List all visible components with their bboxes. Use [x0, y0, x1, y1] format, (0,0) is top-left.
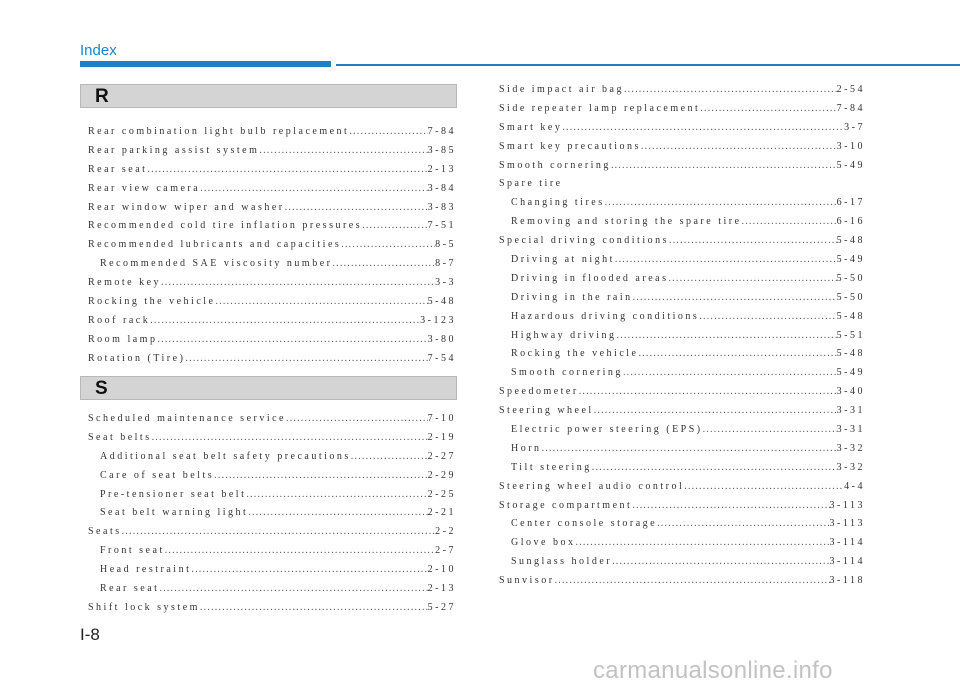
index-entry: [499, 575, 865, 594]
dot-leader: [703, 424, 837, 435]
entry-page: 3-84: [427, 182, 456, 194]
dot-leader: [684, 481, 844, 492]
dot-leader: [122, 526, 436, 537]
entry-text: Shift lock system: [88, 601, 200, 613]
entry-text: Driving in the rain: [511, 291, 633, 303]
index-entry: [499, 235, 865, 254]
entry-text: Smooth cornering: [499, 159, 611, 171]
entry-page: 7-84: [427, 126, 456, 137]
dot-leader: [152, 432, 428, 443]
entry-text: Seat belt warning light: [100, 507, 249, 519]
dot-leader: [332, 258, 435, 269]
entry-page: 7-84: [836, 102, 865, 114]
entry-text: Center console storage: [511, 518, 658, 530]
entry-page: 8-7: [435, 258, 456, 270]
entry-text: Rocking the vehicle: [511, 348, 639, 360]
entry-page: 2-54: [836, 84, 865, 95]
entry-text: Changing tires: [511, 197, 605, 209]
index-entry: [499, 518, 865, 537]
dot-leader: [668, 273, 836, 284]
index-entry: [88, 432, 456, 451]
index-entry: [88, 564, 456, 583]
dot-leader: [624, 84, 837, 95]
entry-text: Spare tire: [499, 178, 563, 190]
entry-text: Roof rack: [88, 314, 151, 326]
entry-text: Rear seat: [88, 163, 148, 175]
dot-leader: [638, 348, 836, 359]
dot-leader: [611, 160, 837, 171]
index-entry: [499, 386, 865, 405]
section-letter: R: [95, 86, 109, 107]
entry-page: 2-13: [427, 163, 456, 175]
index-entry: [88, 451, 456, 470]
entry-page: 2-7: [435, 545, 456, 557]
dot-leader: [542, 443, 837, 454]
dot-leader: [351, 451, 428, 462]
index-entry: [499, 216, 865, 235]
index-entry: [88, 183, 456, 202]
dot-leader: [147, 164, 427, 175]
index-entry: [499, 443, 865, 462]
entry-page: 6-16: [836, 216, 865, 228]
section-letter: S: [95, 378, 108, 399]
entry-page: 2-10: [427, 564, 456, 576]
entry-text: Rear parking assist system: [88, 144, 260, 156]
entry-page: 5-50: [836, 291, 865, 303]
entry-text: Seat belts: [88, 431, 152, 443]
entry-text: Sunglass holder: [511, 556, 613, 568]
entry-page: 4-4: [844, 480, 865, 492]
entry-text: Storage compartment: [499, 499, 633, 511]
index-list-s: [88, 413, 456, 621]
entry-page: 3-32: [836, 442, 865, 454]
dot-leader: [286, 413, 428, 424]
entry-text: Smart key: [499, 121, 563, 133]
dot-leader: [575, 537, 829, 548]
index-entry: [88, 277, 456, 296]
entry-text: Rocking the vehicle: [88, 296, 216, 308]
dot-leader: [341, 239, 435, 250]
entry-page: 3-3: [435, 277, 456, 289]
dot-leader: [632, 500, 829, 511]
dot-leader: [699, 311, 836, 322]
index-entry: [88, 602, 456, 621]
entry-page: 3-85: [427, 144, 456, 156]
dot-leader: [742, 216, 837, 227]
entry-page: 6-17: [836, 197, 865, 209]
entry-text: Care of seat belts: [100, 469, 215, 481]
index-entry: [499, 556, 865, 575]
dot-leader: [248, 507, 427, 518]
entry-page: 3-118: [829, 575, 865, 587]
entry-text: Glove box: [511, 537, 576, 549]
entry-page: 5-48: [836, 235, 865, 247]
entry-text: Front seat: [100, 545, 165, 557]
index-entry: [88, 220, 456, 239]
entry-page: 3-123: [420, 314, 456, 326]
entry-page: 3-32: [836, 461, 865, 473]
index-entry: [88, 164, 456, 183]
entry-text: Smart key precautions: [499, 140, 641, 152]
index-entry: [88, 126, 456, 145]
entry-page: 3-40: [836, 386, 865, 398]
entry-text: Speedometer: [499, 386, 579, 398]
page-title: Index: [80, 42, 117, 59]
entry-page: 5-50: [836, 272, 865, 284]
index-entry: [88, 239, 456, 258]
index-entry: [499, 273, 865, 292]
dot-leader: [579, 386, 837, 397]
dot-leader: [349, 126, 427, 137]
entry-page: 3-31: [836, 405, 865, 417]
dot-leader: [200, 602, 428, 613]
entry-page: 5-27: [427, 601, 456, 613]
entry-text: Driving at night: [511, 254, 615, 266]
header-accent-bar: [80, 61, 331, 67]
entry-text: Scheduled maintenance service: [88, 413, 286, 424]
entry-text: Rear combination light bulb replacement: [88, 126, 350, 137]
entry-text: Pre-tensioner seat belt: [100, 488, 247, 500]
entry-page: 7-54: [427, 352, 456, 364]
index-entry: [88, 258, 456, 277]
entry-page: 2-19: [427, 431, 456, 443]
index-entry: [499, 254, 865, 273]
entry-text: Seats: [88, 526, 122, 538]
entry-text: Steering wheel audio control: [499, 480, 685, 492]
index-entry: [499, 197, 865, 216]
dot-leader: [605, 197, 837, 208]
dot-leader: [555, 575, 830, 586]
entry-page: 8-5: [435, 239, 456, 251]
dot-leader: [165, 545, 435, 556]
section-header-r: [80, 84, 457, 108]
entry-text: Recommended cold tire inflation pressures: [88, 220, 363, 232]
index-entry: [88, 413, 456, 432]
entry-text: Rotation (Tire): [88, 352, 186, 364]
entry-page: 3-83: [427, 201, 456, 213]
index-entry: [499, 405, 865, 424]
index-entry: [88, 353, 456, 372]
dot-leader: [259, 145, 427, 156]
index-entry: [499, 330, 865, 349]
dot-leader: [161, 277, 435, 288]
index-entry: [499, 500, 865, 519]
entry-text: Smooth cornering: [511, 367, 623, 379]
index-entry: [499, 84, 865, 103]
index-entry: [499, 292, 865, 311]
entry-text: Special driving conditions: [499, 235, 669, 247]
entry-text: Electric power steering (EPS): [511, 424, 703, 436]
index-entry: [499, 311, 865, 330]
entry-text: Room lamp: [88, 333, 158, 345]
dot-leader: [669, 235, 837, 246]
dot-leader: [150, 315, 420, 326]
entry-page: 2-21: [427, 507, 456, 519]
dot-leader: [633, 292, 837, 303]
entry-text: Tilt steering: [511, 461, 592, 473]
entry-text: Rear window wiper and washer: [88, 201, 285, 213]
index-entry: [499, 141, 865, 160]
entry-text: Highway driving: [511, 329, 617, 341]
dot-leader: [615, 254, 837, 265]
entry-text: Remote key: [88, 277, 162, 289]
entry-page: 3-80: [427, 333, 456, 345]
entry-page: 5-51: [836, 329, 865, 341]
entry-text: Horn: [511, 442, 542, 454]
entry-page: 3-113: [829, 499, 865, 511]
index-entry: [88, 145, 456, 164]
index-entry: [88, 507, 456, 526]
section-header-s: [80, 376, 457, 400]
entry-page: 3-113: [829, 518, 865, 530]
index-entry: [88, 583, 456, 602]
index-entry: [499, 178, 865, 197]
entry-text: Side repeater lamp replacement: [499, 102, 701, 114]
dot-leader: [362, 220, 428, 231]
entry-page: 2-13: [427, 583, 456, 595]
entry-page: 5-49: [836, 159, 865, 171]
entry-text: Recommended SAE viscosity number: [100, 258, 333, 270]
entry-text: Sunvisor: [499, 575, 555, 587]
dot-leader: [612, 556, 829, 567]
entry-page: 7-51: [427, 220, 456, 232]
entry-text: Rear seat: [100, 583, 160, 595]
entry-page: 5-48: [836, 310, 865, 322]
entry-text: Removing and storing the spare tire: [511, 216, 742, 228]
dot-leader: [623, 367, 837, 378]
entry-text: Rear view camera: [88, 182, 201, 194]
index-entry: [499, 462, 865, 481]
dot-leader: [157, 334, 427, 345]
dot-leader: [214, 470, 428, 481]
dot-leader: [641, 141, 837, 152]
index-entry: [499, 348, 865, 367]
index-entry: [88, 315, 456, 334]
index-entry: [499, 537, 865, 556]
dot-leader: [200, 183, 427, 194]
entry-text: Side impact air bag: [499, 84, 624, 95]
index-entry: [499, 367, 865, 386]
entry-page: 2-25: [427, 488, 456, 500]
entry-page: 5-48: [427, 296, 456, 308]
dot-leader: [700, 103, 836, 114]
index-entry: [88, 545, 456, 564]
entry-page: 3-10: [836, 140, 865, 152]
entry-page: 2-27: [427, 450, 456, 462]
footer-watermark: carmanualsonline.info: [593, 657, 833, 684]
entry-page: 3-31: [836, 424, 865, 436]
entry-page: 3-114: [829, 537, 865, 549]
index-entry: [88, 334, 456, 353]
entry-text: Hazardous driving conditions: [511, 310, 700, 322]
index-entry: [499, 481, 865, 500]
entry-text: Driving in flooded areas: [511, 272, 669, 284]
entry-text: Steering wheel: [499, 405, 594, 417]
index-entry: [88, 526, 456, 545]
dot-leader: [215, 296, 427, 307]
entry-page: 5-49: [836, 254, 865, 266]
dot-leader: [246, 489, 427, 500]
index-entry: [499, 160, 865, 179]
dot-leader: [159, 583, 427, 594]
header-rule: [336, 64, 960, 66]
index-list-r: [88, 126, 456, 372]
index-entry: [88, 202, 456, 221]
entry-page: 5-49: [836, 367, 865, 379]
index-entry: [499, 122, 865, 141]
dot-leader: [594, 405, 837, 416]
entry-text: Head restraint: [100, 564, 192, 576]
dot-leader: [592, 462, 837, 473]
index-list-right-column: [499, 84, 865, 594]
index-entry: [88, 296, 456, 315]
index-entry: [499, 424, 865, 443]
dot-leader: [617, 330, 837, 341]
index-entry: [499, 103, 865, 122]
dot-leader: [657, 518, 829, 529]
entry-text: Additional seat belt safety precautions: [100, 450, 351, 462]
entry-page: 5-48: [836, 348, 865, 360]
page-number: I-8: [80, 625, 100, 644]
entry-page: 2-2: [435, 526, 456, 538]
entry-page: 7-10: [427, 413, 456, 424]
index-entry: [88, 470, 456, 489]
dot-leader: [562, 122, 844, 133]
entry-page: 3-114: [829, 556, 865, 568]
dot-leader: [285, 202, 428, 213]
entry-page: 3-7: [844, 121, 865, 133]
dot-leader: [185, 353, 427, 364]
entry-text: Recommended lubricants and capacities: [88, 239, 342, 251]
dot-leader: [191, 564, 427, 575]
entry-page: 2-29: [427, 469, 456, 481]
index-entry: [88, 489, 456, 508]
